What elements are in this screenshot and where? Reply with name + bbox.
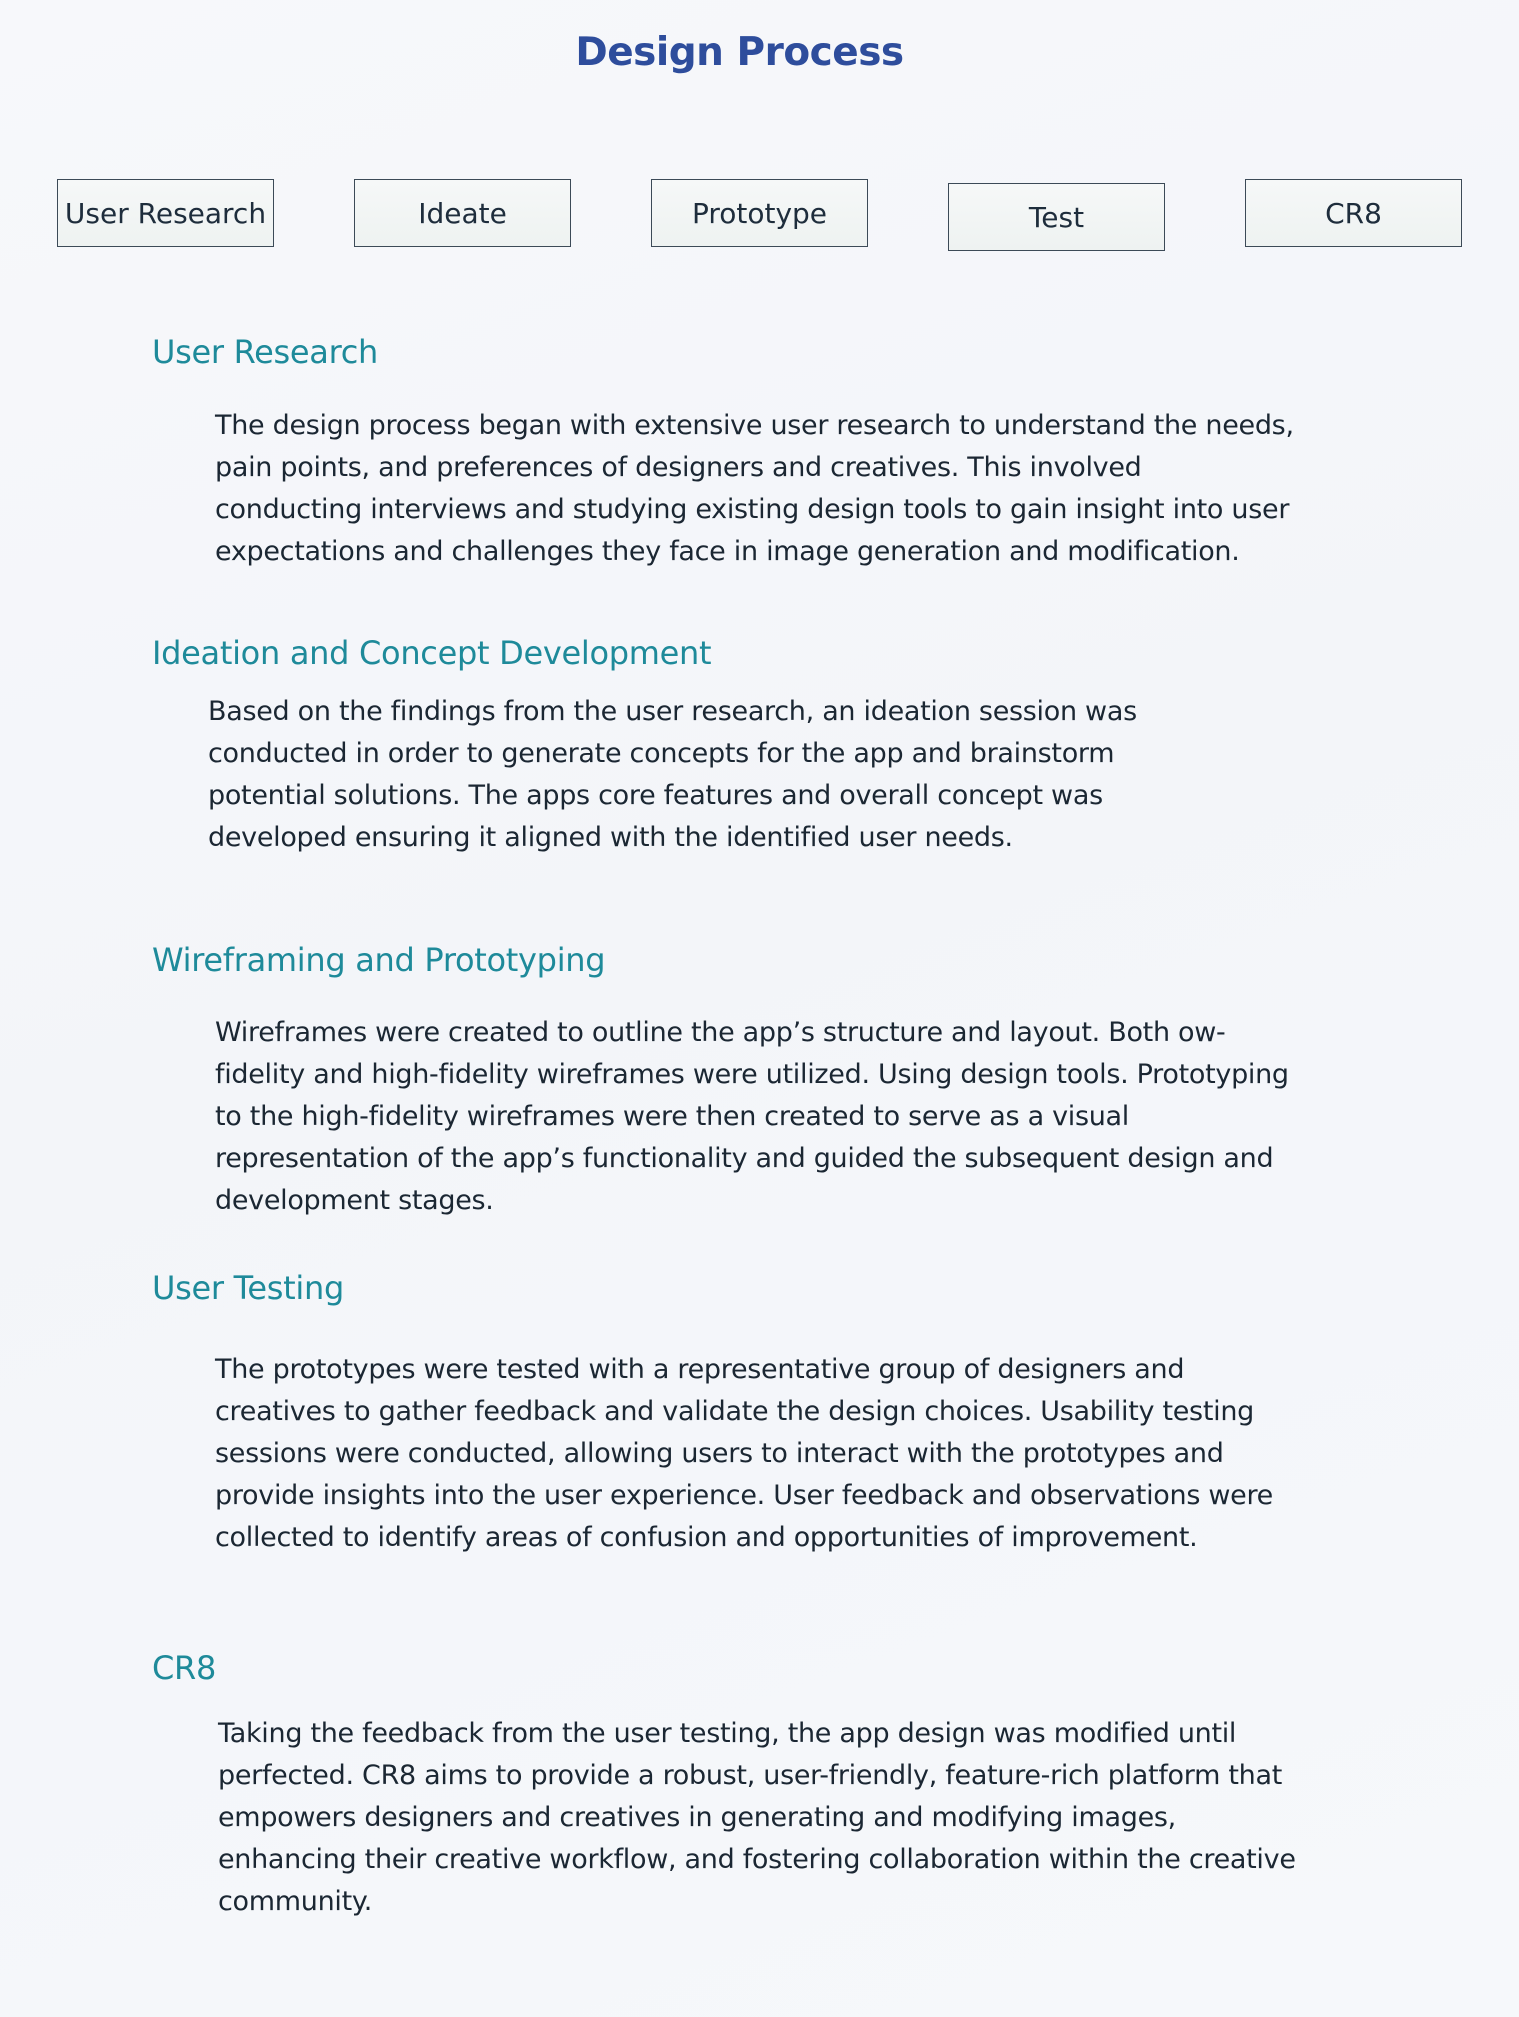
section-body-wireframing: Wireframes were created to outline the app’s structure and layout. Both ow-fidelity and high-fidelity wireframes were utilized. Using design tools. Prototyping to the high-fidelity wireframes were then created to serve as a visual representation of the app’s functionality and guided the subsequent design and development stages. [215,1017,1289,1216]
section-body-ideation: Based on the findings from the user research, an ideation session was conducted in order to generate concepts for the app and brainstorm potential solutions. The apps core features and overall concept was developed ensuring it aligned with the identified user needs. [208,696,1137,853]
step-user-research[interactable]: User Research [57,179,274,247]
step-cr8[interactable]: CR8 [1245,179,1462,247]
page-title: Design Process [575,30,904,75]
section-heading-wireframing: Wireframing and Prototyping [152,941,606,979]
section-body-user-testing: The prototypes were tested with a representative group of designers and creatives to gather feedback and validate the design choices. Usability testing sessions were conducted, allowing users to interact with the prototypes and provide insights into the user experience. User feedback and observations were collected to identify areas of confusion and opportunities of improvement. [215,1354,1273,1553]
section-heading-cr8: CR8 [152,1649,217,1687]
section-heading-user-research: User Research [152,333,378,371]
step-prototype[interactable]: Prototype [651,179,868,247]
section-heading-ideation: Ideation and Concept Development [152,634,712,672]
step-test[interactable]: Test [948,183,1165,251]
section-body-user-research: The design process began with extensive user research to understand the needs, pain points, and preferences of designers and creatives. This involved conducting interviews and studying existing design tools to gain insight into user expectations and challenges they face in image generation and modification. [215,410,1294,567]
section-heading-user-testing: User Testing [152,1269,345,1307]
section-body-cr8: Taking the feedback from the user testing, the app design was modified until perfected. CR8 aims to provide a robust, user-friendly, feature-rich platform that empowers designers and creatives in generating and modifying images, enhancing their creative workflow, and fostering collaboration within the creative community. [218,1718,1296,1917]
step-ideate[interactable]: Ideate [354,179,571,247]
